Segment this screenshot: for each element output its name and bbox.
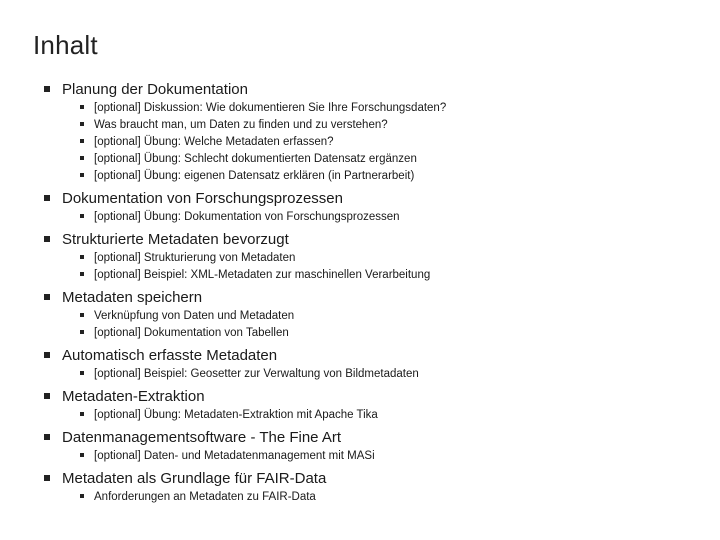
section-heading-text: Strukturierte Metadaten bevorzugt	[62, 231, 289, 248]
square-bullet-icon	[44, 86, 50, 92]
list-item-text: [optional] Übung: eigenen Datensatz erklären (in Partnerarbeit)	[94, 170, 415, 182]
outline-section	[44, 80, 704, 189]
section-heading	[44, 346, 704, 365]
list-item	[80, 308, 704, 325]
section-heading	[44, 428, 704, 447]
square-bullet-icon	[80, 173, 84, 177]
list-item-text: [optional] Übung: Schlecht dokumentierten Datensatz ergänzen	[94, 153, 417, 165]
list-item	[80, 100, 704, 117]
list-item-text: [optional] Übung: Dokumentation von Forschungsprozessen	[94, 211, 400, 223]
outline-section	[44, 230, 704, 288]
square-bullet-icon	[44, 236, 50, 242]
square-bullet-icon	[80, 453, 84, 457]
list-item	[80, 209, 704, 226]
square-bullet-icon	[80, 412, 84, 416]
list-item	[80, 448, 704, 465]
square-bullet-icon	[80, 313, 84, 317]
list-item-text: [optional] Übung: Metadaten-Extraktion mit Apache Tika	[94, 409, 378, 421]
square-bullet-icon	[44, 475, 50, 481]
list-item	[80, 250, 704, 267]
list-item	[80, 267, 704, 284]
square-bullet-icon	[80, 494, 84, 498]
section-heading	[44, 288, 704, 307]
section-heading-text: Dokumentation von Forschungsprozessen	[62, 190, 343, 207]
outline-section	[44, 428, 704, 469]
list-item-text: Verknüpfung von Daten und Metadaten	[94, 310, 295, 322]
square-bullet-icon	[80, 156, 84, 160]
list-item	[80, 168, 704, 185]
section-heading	[44, 189, 704, 208]
list-item-text: Anforderungen an Metadaten zu FAIR-Data	[94, 491, 316, 503]
sub-list	[80, 100, 704, 185]
square-bullet-icon	[44, 434, 50, 440]
square-bullet-icon	[44, 393, 50, 399]
list-item-text: [optional] Daten- und Metadatenmanagement mit MASi	[94, 450, 375, 462]
section-heading-text: Metadaten speichern	[62, 289, 203, 306]
square-bullet-icon	[80, 371, 84, 375]
section-heading	[44, 80, 704, 99]
slide-title: Inhalt	[33, 30, 98, 60]
sub-list	[80, 209, 704, 226]
sub-list	[80, 448, 704, 465]
section-heading	[44, 469, 704, 488]
outline	[44, 80, 704, 510]
square-bullet-icon	[44, 352, 50, 358]
section-heading	[44, 387, 704, 406]
list-item-text: [optional] Beispiel: Geosetter zur Verwaltung von Bildmetadaten	[94, 368, 419, 380]
square-bullet-icon	[80, 255, 84, 259]
square-bullet-icon	[80, 139, 84, 143]
list-item-text: [optional] Strukturierung von Metadaten	[94, 252, 296, 264]
square-bullet-icon	[80, 330, 84, 334]
outline-section	[44, 387, 704, 428]
section-heading-text: Automatisch erfasste Metadaten	[62, 347, 278, 364]
list-item	[80, 134, 704, 151]
section-heading	[44, 230, 704, 249]
outline-section	[44, 189, 704, 230]
list-item-text: [optional] Übung: Welche Metadaten erfassen?	[94, 136, 334, 148]
list-item	[80, 325, 704, 342]
list-item	[80, 366, 704, 383]
sub-list	[80, 489, 704, 506]
list-item	[80, 151, 704, 168]
section-heading-text: Planung der Dokumentation	[62, 81, 248, 98]
sub-list	[80, 250, 704, 284]
square-bullet-icon	[44, 195, 50, 201]
list-item-text: [optional] Dokumentation von Tabellen	[94, 327, 289, 339]
outline-section	[44, 469, 704, 510]
sub-list	[80, 308, 704, 342]
list-item-text: [optional] Beispiel: XML-Metadaten zur maschinellen Verarbeitung	[94, 269, 431, 281]
list-item-text: Was braucht man, um Daten zu finden und zu verstehen?	[94, 119, 388, 131]
square-bullet-icon	[80, 272, 84, 276]
section-heading-text: Metadaten-Extraktion	[62, 388, 205, 405]
list-item-text: [optional] Diskussion: Wie dokumentieren Sie Ihre Forschungsdaten?	[94, 102, 447, 114]
sub-list	[80, 407, 704, 424]
square-bullet-icon	[44, 294, 50, 300]
outline-section	[44, 346, 704, 387]
list-item	[80, 117, 704, 134]
square-bullet-icon	[80, 105, 84, 109]
section-heading-text: Datenmanagementsoftware - The Fine Art	[62, 429, 342, 446]
section-heading-text: Metadaten als Grundlage für FAIR-Data	[62, 470, 327, 487]
sub-list	[80, 366, 704, 383]
square-bullet-icon	[80, 122, 84, 126]
outline-section	[44, 288, 704, 346]
list-item	[80, 489, 704, 506]
square-bullet-icon	[80, 214, 84, 218]
list-item	[80, 407, 704, 424]
